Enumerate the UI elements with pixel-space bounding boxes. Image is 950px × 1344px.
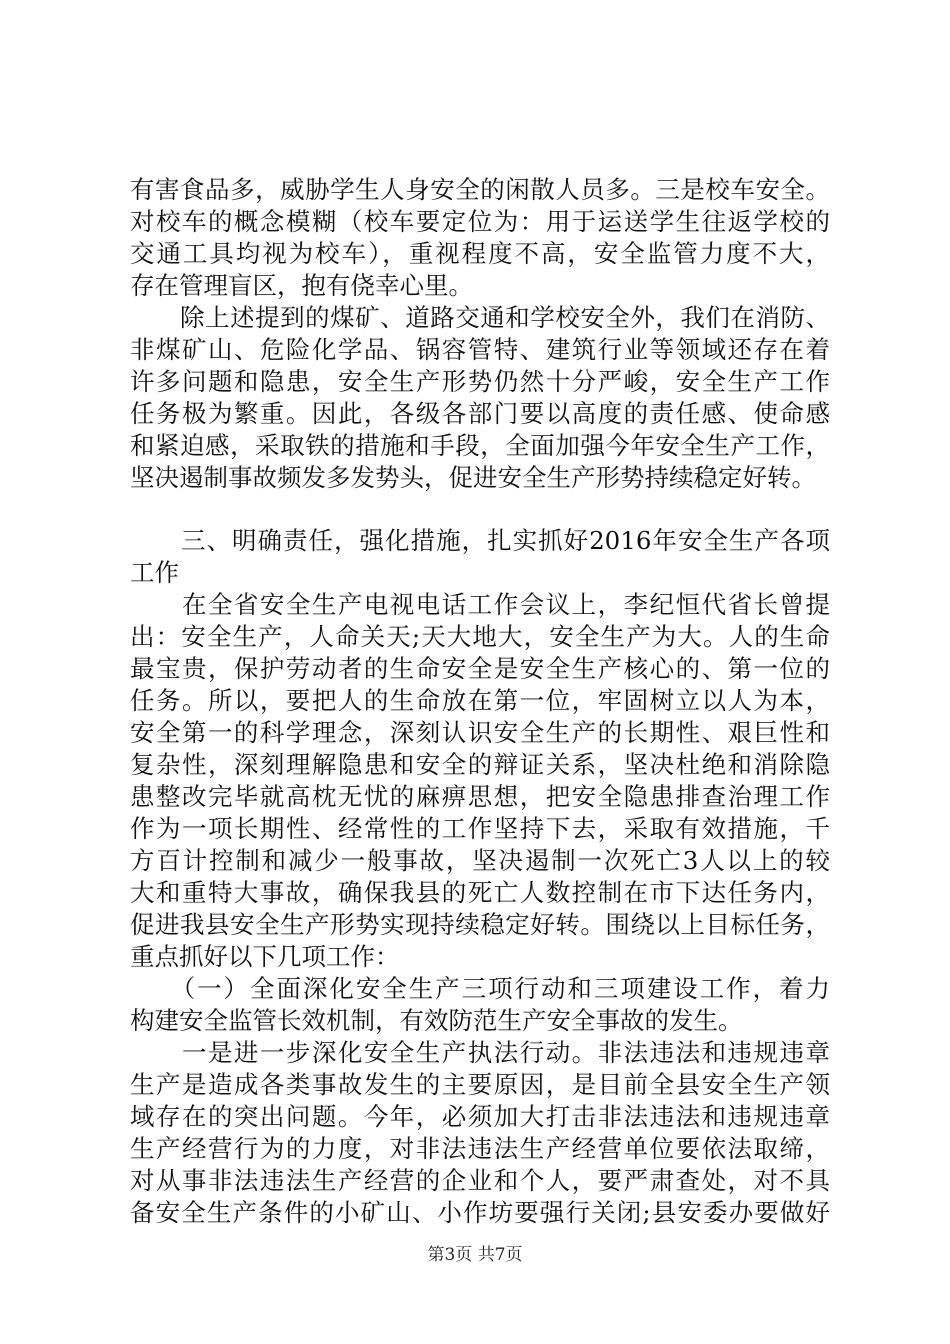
text-line: 有害食品多，威胁学生人身安全的闲散人员多。三是校车安全。 [130,175,830,204]
text-line: 备安全生产条件的小矿山、小作坊要强行关闭;县安委办要做好 [130,1198,830,1227]
text-line: 复杂性，深刻理解隐患和安全的辩证关系，坚决杜绝和消除隐 [130,750,830,779]
text-line: 非煤矿山、危险化学品、锅容管特、建筑行业等领域还存在着 [130,335,830,364]
text-line: 大和重特大事故，确保我县的死亡人数控制在市下达任务内， [130,878,830,907]
text-line: 方百计控制和减少一般事故，坚决遏制一次死亡3人以上的较 [130,846,830,875]
paragraph [130,302,830,494]
text-line: 在全省安全生产电视电话工作会议上，李纪恒代省长曾提 [130,590,830,619]
heading-line: 三、明确责任，强化措施，扎实抓好2016年安全生产各项 [130,526,830,555]
text-line: 和紧迫感，采取铁的措施和手段，全面加强今年安全生产工作， [130,431,830,460]
text-line: 坚决遏制事故频发多发势头，促进安全生产形势持续稳定好转。 [130,463,816,492]
text-line: 促进我县安全生产形势实现持续稳定好转。围绕以上目标任务， [130,910,830,939]
text-line: 交通工具均视为校车），重视程度不高，安全监管力度不大， [130,239,830,268]
section-heading [130,525,830,589]
text-line: 存在管理盲区，抱有侥幸心里。 [130,271,473,300]
text-line: 构建安全监管长效机制，有效防范生产安全事故的发生。 [130,1006,743,1035]
document-body [130,174,830,1229]
text-line: 对从事非法违法生产经营的企业和个人，要严肃查处，对不具 [130,1166,830,1195]
text-line: 任务极为繁重。因此，各级各部门要以高度的责任感、使命感 [130,399,830,428]
paragraph [130,973,830,1037]
text-line: 作为一项长期性、经常性的工作坚持下去，采取有效措施，千 [130,814,830,843]
text-line: 对校车的概念模糊（校车要定位为：用于运送学生往返学校的 [130,207,830,236]
text-line: 任务。所以，要把人的生命放在第一位，牢固树立以人为本， [130,686,830,715]
text-line: 最宝贵，保护劳动者的生命安全是安全生产核心的、第一位的 [130,654,830,683]
text-line: 生产经营行为的力度，对非法违法生产经营单位要依法取缔， [130,1134,830,1163]
text-line: 许多问题和隐患，安全生产形势仍然十分严峻，安全生产工作 [130,367,830,396]
text-line: 除上述提到的煤矿、道路交通和学校安全外，我们在消防、 [130,303,830,332]
paragraph [130,174,830,302]
text-line: 安全第一的科学理念，深刻认识安全生产的长期性、艰巨性和 [130,718,830,747]
paragraph-spacer [130,494,830,525]
page-number-footer: 第3页 共7页 [427,1245,523,1265]
text-line: 重点抓好以下几项工作： [130,942,400,971]
paragraph [130,589,830,973]
heading-line: 工作 [130,558,179,587]
text-line: 患整改完毕就高枕无忧的麻痹思想，把安全隐患排查治理工作 [130,782,830,811]
text-line: 一是进一步深化安全生产执法行动。非法违法和违规违章 [130,1038,830,1067]
text-line: 出：安全生产，人命关天;天大地大，安全生产为大。人的生命 [130,622,830,651]
text-line: 域存在的突出问题。今年，必须加大打击非法违法和违规违章 [130,1102,830,1131]
text-line: （一）全面深化安全生产三项行动和三项建设工作，着力 [130,974,830,1003]
text-line: 生产是造成各类事故发生的主要原因，是目前全县安全生产领 [130,1070,830,1099]
paragraph [130,1037,830,1229]
